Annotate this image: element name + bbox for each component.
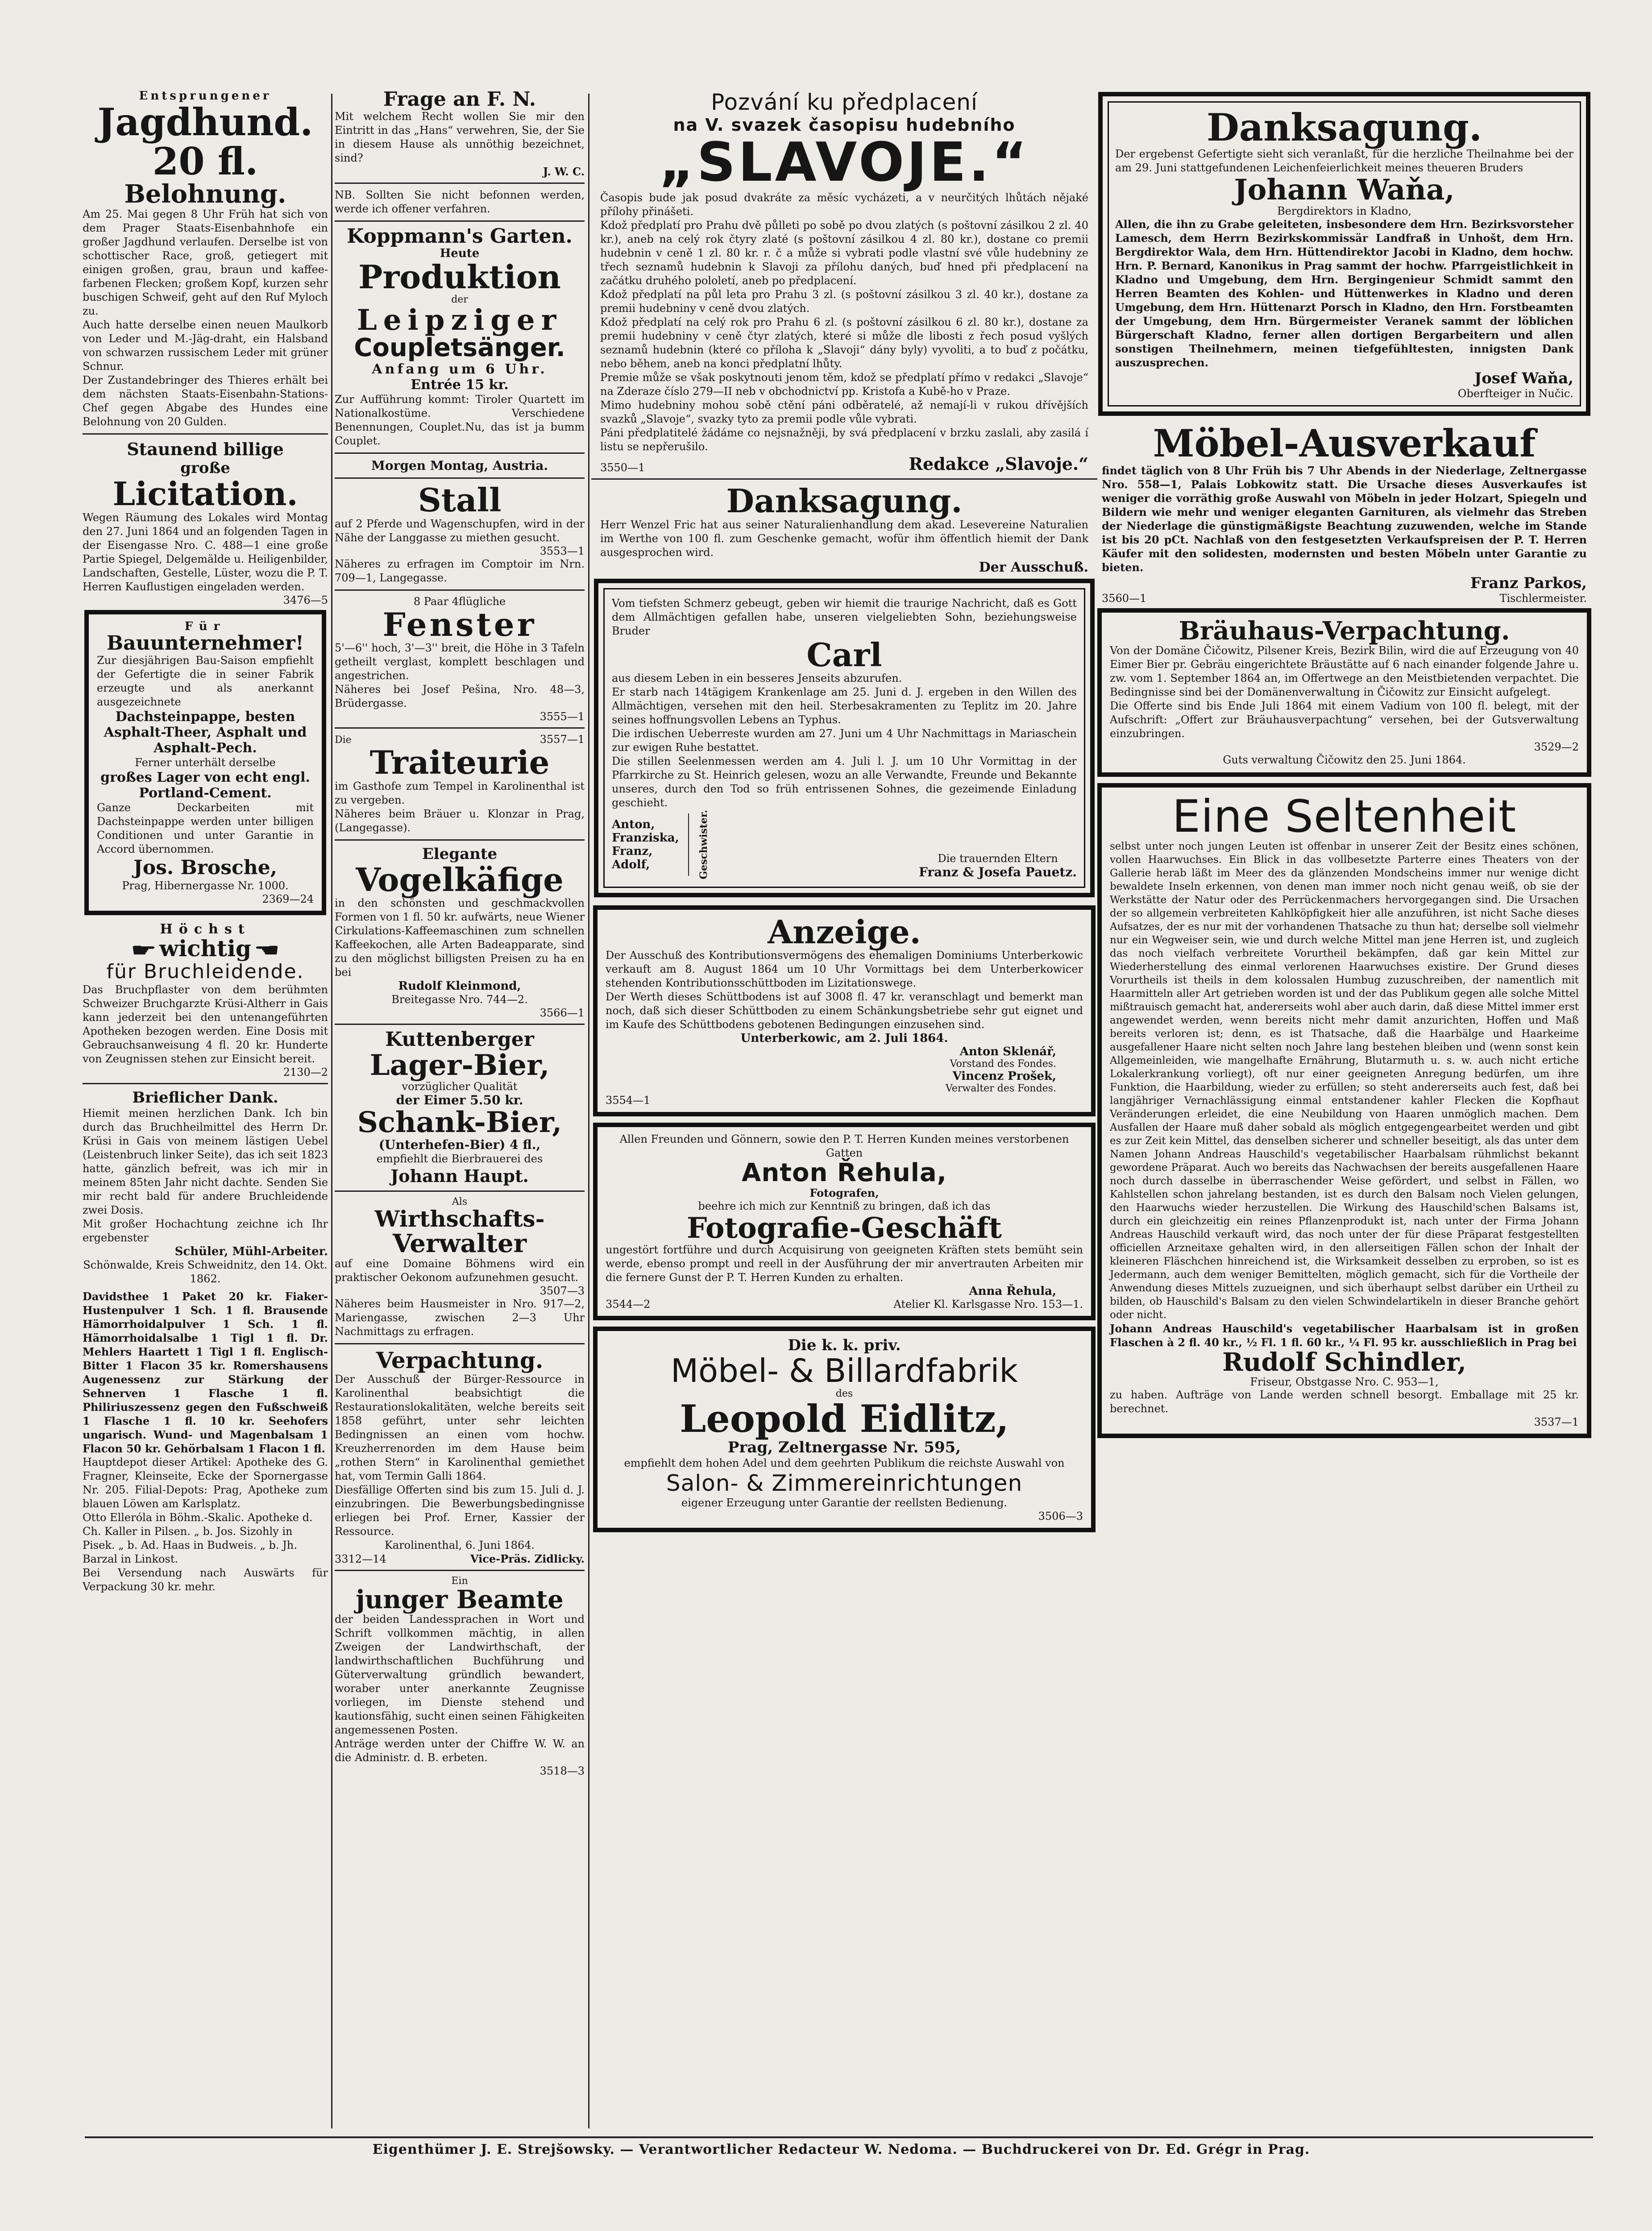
ad-subtitle: für Bruchleidende. [106, 960, 304, 983]
divider [335, 1343, 585, 1344]
ad-amount: 20 fl. [152, 139, 258, 184]
ad-pre: Heute [440, 247, 480, 261]
ad-sign: Vincenz Prošek, [952, 1070, 1056, 1083]
ad-product: Salon- & Zimmereinrichtungen [666, 1470, 1023, 1497]
ad-text: der Eimer 5.50 kr. [396, 1092, 523, 1107]
column-center [591, 89, 1097, 2133]
ad-text: Der Werth dieses Schüttbodens ist auf 3008 fl. 47 kr. veranschlagt und bemerkt man noch, daß sich dieser Schüttboden zu einem Schänkungsbetriebe sehr gut eignet und im Kaufe des Schüttbodens gebotenen Bedingungen einzusehen sind. [606, 991, 1083, 1031]
ad-pre: Höchst [160, 921, 251, 937]
ad-title: Danksagung. [1206, 105, 1482, 149]
ad-sign: Franz Parkos, [1470, 574, 1587, 592]
ad-text: zu haben. Aufträge von Lande werden schnell besorgt. Emballage mit 25 kr. berechnet. [1110, 1389, 1579, 1415]
divider [335, 1190, 585, 1192]
ad-text: vorzüglicher Qualität [402, 1080, 518, 1093]
ad-pre: Entsprungener [139, 89, 272, 103]
ad-title: Licitation. [112, 475, 298, 513]
ad-number: 3507—3 [540, 1285, 585, 1298]
divider [335, 182, 585, 184]
ad-name: Carl [806, 635, 882, 674]
ad-text: Mit großer Hochachtung zeichne ich Ihr ergebenster [83, 1218, 328, 1244]
ad-title: Vogelkäfige [356, 860, 564, 899]
ad-text: Der Ausschuß des Kontributionsvermögens des ehemaligen Dominiums Unterberkowic verkauft am 8. August 1864 um 10 Uhr Vormittags bei dem Unterberkowicer stehenden Kontributionsschüttboden im Lizitationswege. [606, 949, 1083, 990]
pointing-hand-icon: ☛ [131, 939, 157, 961]
ad-date: Unterberkowic, am 2. Juli 1864. [740, 1032, 948, 1045]
ad-number: 3476—5 [283, 593, 328, 606]
ad-date: Guts verwaltung Čičowitz den 25. Juni 1864. [1223, 754, 1466, 767]
ad-title: Schank-Bier, [357, 1105, 562, 1139]
ad-rehula [593, 1123, 1096, 1320]
ad-text: Die Offerte sind bis Ende Juli 1864 mit einem Vadium von 100 fl. belegt, mit der Aufschrift: „Offert zur Bräuhausverpachtung“ versehen, bei der Gutsverwaltung einzubringen. [1110, 700, 1579, 740]
divider [335, 452, 585, 454]
ad-jagdhund [83, 89, 328, 429]
ad-name: Johann Haupt. [390, 1165, 529, 1186]
sibling-name: Franziska, [612, 831, 679, 845]
ad-text: Anträge werden unter der Chiffre W. W. an die Administr. d. B. erbeten. [335, 1738, 585, 1764]
ad-title: Bauunternehmer! [106, 631, 304, 655]
ad-danksagung-fric [591, 484, 1097, 575]
ad-text: Herr Wenzel Fric hat aus seiner Naturalienhandlung dem akad. Lesevereine Naturalien im Werthe von 100 fl. zum Geschenke gemacht, wofür ihm öffentlich hiemit der Dank ausgesprochen wird. [600, 518, 1088, 559]
ad-text: Kdož předplatí na celý rok pro Prahu 6 zl. (s poštovní zásilkou 6 zl. 80 kr.), dostane za premii hudebniny v ceně čtyr zlatých, které si může dle libosti z řech posud vyšlých seznamů hudebnin (které co příloha k „Slavoji“ dány byly) vyvoliti, a to buď z počátku, nebo během, aneb na konci předplatní lhůty. [600, 316, 1088, 370]
ad-number: 3550—1 [600, 461, 645, 474]
ad-text: NB. Sollten Sie nicht befonnen werden, werde ich offener verfahren. [335, 189, 585, 216]
ad-title: Pozvání ku předplacení [711, 89, 978, 115]
ad-title: Fenster [382, 605, 537, 643]
column-2 [335, 89, 585, 2133]
ad-traiteurie [335, 733, 585, 835]
ad-pre: Die [335, 734, 352, 746]
ad-dank-brief [83, 1089, 328, 1286]
ad-bauunternehmer [84, 610, 326, 915]
ad-vogelkaefige [335, 845, 585, 1020]
ad-sign: Josef Waňa, [1474, 369, 1573, 388]
ad-role: Tischlermeister. [1499, 592, 1587, 605]
ad-text: Auch hatte derselbe einen neuen Maulkorb von Leder und M.-Jäg-draht, ein Halsband von schwarzen russischem Leder mit grüner Schnur. [83, 319, 328, 373]
ad-address: Prag, Hibernergasse Nr. 1000. [122, 879, 289, 892]
ad-title: Verpachtung. [376, 1347, 544, 1374]
ad-number: 3506—3 [1038, 1510, 1083, 1523]
ad-text: Näheres beim Hausmeister in Nro. 917—2, Mariengasse, zwischen 2—3 Uhr Nachmittags zu erfragen. [335, 1298, 585, 1338]
ad-text: beehre ich mich zur Kenntniß zu bringen, daß ich das [698, 1200, 991, 1213]
ad-sign: Anton Sklenář, [959, 1045, 1056, 1059]
ad-address: Friseur, Obstgasse Nro. C. 953—1, [1250, 1376, 1439, 1389]
ad-text: Näheres beim Bräuer u. Klonzar in Prag, (Langegasse). [335, 807, 585, 834]
ad-title: Fotografie-Geschäft [686, 1211, 1002, 1245]
ad-pre: Kuttenberger [385, 1028, 534, 1051]
ad-text: Davidsthee 1 Paket 20 kr. Fiaker-Hustenpulver 1 Sch. 1 fl. Brausende Hämorrhoidalpulver 1 Sch. 1 fl. Hämorrhoidalsalbe 1 Tigl 1 fl. Dr. Mehlers Haartett 1 Tigl 1 fl. Englisch-Bitter 1 Flacon 35 kr. Romershausens Augenessenz zur Stärkung der Sehnerven 1 Flasche 1 fl. Philiriuszessenz gegen den Fußschweiß 1 Flasche 1 fl. 10 kr. Seehofers ungarisch. Wund- und Magenbalsam 1 Flacon 50 kr. Gehörbalsam 1 Flacon 1 fl. [83, 1290, 328, 1456]
ad-number: 3518—3 [540, 1765, 585, 1778]
ad-title: „SLAVOJE.“ [659, 132, 1030, 194]
ad-text: Zur Aufführung kommt: Tiroler Quartett im Nationalkostüme. Verschiedene Benennungen, Couplet.Nu, das ist ja bumm Couplet. [335, 393, 585, 447]
ad-text: empfiehlt die Bierbrauerei des [376, 1152, 543, 1165]
ad-slavoj [591, 89, 1097, 474]
ad-title: Koppmann's Garten. [347, 225, 573, 248]
ad-place: Schönwalde, Kreis Schweidnitz, den 14. Okt. 1862. [83, 1259, 328, 1286]
ad-text: Wegen Räumung des Lokales wird Montag den 27. Juni 1864 und an folgenden Tagen in der Eisengasse Nro. C. 488—1 eine große Partie Spiegel, Delgemälde u. Heiligenbilder, Landschaften, Gestelle, Lüster, wozu die P. T. Herren Kauflustigen eingeladen werden. [83, 511, 328, 593]
ad-text: empfiehlt dem hohen Adel und dem geehrten Publikum die reichste Auswahl von [624, 1457, 1065, 1470]
ad-text: Der ergebenst Gefertigte sieht sich veranlaßt, für die herzliche Theilnahme bei der am 29. Juni stattgefundenen Leichenfeierlichkeit meines theueren Bruders [1115, 148, 1573, 174]
ad-text: Bei Versendung nach Auswärts für Verpackung 30 kr. mehr. [83, 1567, 328, 1593]
sibling-name: Franz, [612, 845, 653, 858]
ad-title: Lager-Bier, [369, 1048, 550, 1082]
ad-name: Rudolf Schindler, [1222, 1348, 1466, 1377]
ad-bruchleidende [83, 921, 328, 1079]
divider [83, 1083, 328, 1084]
ad-text: findet täglich von 8 Uhr Früh bis 7 Uhr Abends in der Niederlage, Zeltnergasse Nro. 558—1, Palais Lobkowitz statt. Die Ursache dieses Ausverkaufes ist weniger die vorräthig große Auswahl von Möbeln in jeder Holzart, Spiegeln und Bildern wie mehr und weniger eleganten Garnituren, als vielmehr das Streben der Niederlage die günstigmäßigste Beachtung zuzuwenden, welche im Stande ist bis 20 pCt. Nachlaß von den festgesetzten Verkaufspreisen der P. T. Herren Käufer mit den solidesten, modernsten und besten Möbeln unter Garantie zu bieten. [1102, 464, 1587, 574]
pointing-hand-icon: ☚ [254, 939, 280, 961]
ad-pre: 8 Paar 4flügliche [413, 595, 506, 608]
ad-text: Otto Elleróla in Böhm.-Skalic. Apotheke d. Ch. Kaller in Pilsen. „ b. Jos. Sizohly in Pisek. „ b. Ad. Haas in Budweis. „ b. Jh. Barzal in Linkost. [83, 1511, 313, 1566]
ad-pre: Staunend billige [127, 439, 284, 460]
ad-title: wichtig [159, 935, 251, 962]
siblings-label: Geschwister. [697, 810, 710, 879]
ad-number: 2369—24 [262, 892, 314, 905]
ad-frage [335, 89, 585, 216]
ad-text: auf eine Domaine Böhmens wird ein praktischer Oekonom aufzunehmen gesucht. [335, 1257, 585, 1284]
ad-text: Morgen Montag, Austria. [371, 458, 548, 473]
ad-text: 5'—6'' hoch, 3'—3'' breit, die Höhe in 3 Tafeln getheilt verglast, komplett beschlagen und angestrichen. [335, 642, 585, 682]
ad-text: Kdož předplatí na půl leta pro Prahu 3 zl. (s poštovní zásilkou 3 zl. 40 kr.), dostane za premii hudebniny v ceně dvou zlatých. [600, 288, 1088, 315]
ad-title: Jagdhund. [97, 100, 313, 144]
ad-title: Frage an F. N. [383, 89, 536, 111]
ad-title: Brieflicher Dank. [132, 1089, 278, 1107]
ad-pre: große [180, 459, 230, 477]
column-rule [588, 94, 589, 2128]
column-rule [331, 94, 332, 2128]
ad-number: 3555—1 [540, 710, 585, 723]
ad-title: Verwalter [392, 1229, 527, 1259]
ad-fenster [335, 595, 585, 723]
ad-text: Am 25. Mai gegen 8 Uhr Früh hat sich von dem Prager Staats-Eisenbahnhofe ein großer Jagdhund verlaufen. Derselbe ist von schottischer Race, groß, getiegert mit einigen großen, grau, braun und kaffee-farbenen Flecken; großem Kopf, kurzen sehr buschigen Schweif, geht auf den Ruf Myloch zu. [83, 208, 328, 318]
ad-text: Allen Freunden und Gönnern, sowie den P. T. Herren Kunden meines verstorbenen Gatten [619, 1133, 1069, 1160]
ad-text: im Gasthofe zum Tempel in Karolinenthal ist zu vergeben. [335, 780, 585, 806]
ad-role: Bergdirektors in Kladno, [1277, 205, 1412, 218]
ad-pre: Elegante [422, 845, 498, 863]
ad-text: Zur diesjährigen Bau-Saison empfiehlt der Gefertigte die in seiner Fabrik erzeugte und als anerkannt ausgezeichnete [97, 654, 314, 708]
ad-title: Traiteurie [369, 743, 550, 782]
ad-text: Allen, die ihn zu Grabe geleiteten, insbesondere dem Hrn. Bezirksvorsteher Lamesch, dem Herrn Bezirkskommissär Landfraß in Unhošt, dem Hrn. Bergdirektor Wala, dem Hrn. Hüttendirektor Jacobi in Kladno, dem hochw. Hrn. P. Bernard, Kanonikus in Prag sammt der hochw. Pfarrgeistlichkeit in Kladno und Umgebung, dem Hrn. Bergingenieur Schmidt sammt den Herren Beamten des Kohlen- und Hüttenwerkes in Kladno und deren Umgebung, dem Hrn. Hüttenarzt Porsch in Kladno, den Hrn. Forstbeamten der Umgebung, dem Hrn. Bürgermeister Veranek sammt der löblichen Bürgerschaft Kladno, ferner allen dortigen Bergarbeitern und allen sonstigen Theilnehmern, meinen tiefgefühltesten, innigsten Dank auszusprechen. [1115, 218, 1573, 369]
ad-name: Johann Waňa, [1234, 173, 1455, 207]
ad-number: 3566—1 [540, 1007, 585, 1020]
ad-text: Er starb nach 14tägigem Krankenlage am 25. Juni d. J. ergeben in den Willen des Allmächtigen, versehen mit den heil. Sterbesakramenten zu Teplitz im 20. Jahre seines hoffnungsvollen Lebens an Typhus. [612, 686, 1077, 726]
ad-address: Breitegasse Nro. 744—2. [391, 993, 528, 1006]
ad-text: Der Ausschuß der Bürger-Ressource in Karolinenthal beabsichtigt die Restaurationslokalitäten, welche bereits seit 1858 geführt, unter sehr leichten Bedingnissen an einen vom hochw. Kreuzherrenorden im dem Hause beim „rothen Stern“ in Karolinenthal gemiethet hat, vom Termin Galli 1864. [335, 1373, 585, 1482]
column-5 [1096, 89, 1593, 2133]
ad-number: 3560—1 [1102, 592, 1147, 605]
ad-text: Ferner unterhält derselbe [135, 756, 276, 769]
ad-title: Möbel-Ausverkauf [1153, 421, 1536, 466]
sibling-name: Adolf, [612, 858, 650, 871]
divider [335, 727, 585, 729]
ad-product: Dachsteinpappe, besten Asphalt-Theer, Asphalt und Asphalt-Pech. [104, 709, 307, 756]
ad-title: Möbel- & Billardfabrik [670, 1352, 1018, 1390]
ad-text: Mimo hudebniny mohou sobě ctění páni odběratelé, až nemají-li v rukou dřívějších svazků „Slavoje“, svazky tyto za premii podle vůle vybrati. [600, 399, 1088, 425]
ad-pre: Für [184, 619, 226, 633]
ad-number: 3529—2 [1534, 741, 1579, 754]
ad-text: aus diesem Leben in ein besseres Jenseits abzurufen. [612, 672, 902, 685]
divider [335, 220, 585, 222]
ad-number: 3544—2 [606, 1298, 651, 1311]
ad-text: der beiden Landessprachen in Wort und Schrift vollkommen mächtig, in allen Zweigen der Landwirthschaft, der landwirthschaftlichen Buchführung und Güterverwaltung gründlich bewandert, woraber unter anerkannte Zeugnisse vorliegen, im Dienste stehend und kautionsfähig, sucht einen seinen Fähigkeiten angemessenen Posten. [335, 1613, 585, 1737]
ad-address: Atelier Kl. Karlsgasse Nro. 153—1. [893, 1298, 1083, 1311]
imprint-footer: Eigenthümer J. E. Strejšowsky. — Verantwortlicher Redacteur W. Nedoma. — Buchdruckerei von Dr. Ed. Grégr in Prag. [372, 2142, 1310, 2157]
ad-braeuhaus [1097, 608, 1591, 777]
ad-date: Karolinenthal, 6. Juni 1864. [384, 1538, 535, 1551]
ad-number: 2130—2 [283, 1066, 328, 1079]
divider [335, 1024, 585, 1025]
ad-wirthschafts [335, 1196, 585, 1339]
ad-number: 3537—1 [1534, 1416, 1579, 1429]
ad-role: Verwalter des Fondes. [945, 1083, 1056, 1095]
ad-role: Vorstand des Fondes. [950, 1058, 1056, 1070]
ad-text: Mit welchem Recht wollen Sie mir den Eintritt in das „Hans“ verwehren, Sie, der Sie in diesem Hause als unnöthig bezeichnet, sind? [335, 110, 585, 165]
ad-text: Vom tiefsten Schmerz gebeugt, geben wir hiemit die traurige Nachricht, daß es Gott dem Allmächtigen gefallen habe, unseren vielgeliebten Sohn, beziehungsweise Bruder [612, 597, 1077, 637]
divider [335, 589, 585, 591]
ad-title: junger Beamte [356, 1584, 564, 1614]
ad-seltenheit [1097, 783, 1591, 1438]
ad-pre: der [451, 294, 468, 305]
ad-number: 3312—14 [335, 1552, 386, 1565]
ad-product: großes Lager von echt engl. Portland-Cement. [100, 769, 310, 801]
ad-eidlitz [593, 1327, 1096, 1532]
ad-text: in den schönsten und geschmackvollen Formen von 1 fl. 50 kr. aufwärts, neue Wiener Cirkulations-Kaffeemaschinen zum schnellen Kaffeekochen, alle Arten Badeapparate, sind zu den möglichst billigsten Preisen zu ha en bei [335, 897, 585, 979]
ad-danksagung-wana [1098, 92, 1590, 416]
ad-kuttenberger [335, 1029, 585, 1186]
ad-text: Johann Andreas Hauschild's vegetabilischer Haarbalsam ist in großen Flaschen à 2 fl. 40 kr., ½ Fl. 1 fl. 60 kr., ¼ Fl. 95 kr. ausschließlich in Prag bei [1110, 1322, 1579, 1349]
ad-title: Produktion [358, 258, 561, 296]
ad-sign: Schüler, Mühl-Arbeiter. [174, 1245, 328, 1259]
ad-text: Das Bruchpflaster von dem berühmten Schweizer Bruchgarzte Krüsi-Altherr in Gais kann jederzeit bei den untenangeführten Apotheken bezogen werden. Eine Dosis mit Gebrauchsanweisung 4 fl. 20 kr. Hunderte von Zeugnissen stehen zur Einsicht bereit. [83, 983, 328, 1066]
ad-obituary-carl [594, 579, 1095, 897]
ad-sign: Anna Řehula, [969, 1285, 1056, 1298]
ad-stall [335, 483, 585, 585]
ad-text: Premie může se však poskytnouti jenom těm, kdož se předplatí přímo v redakci „Slavoje“ na Zderaze číslo 279—II neb v obchodnictví pp. Kristofa a Kubě-ho v Praze. [600, 371, 1088, 398]
ad-sign: Der Ausschuß. [979, 559, 1088, 575]
ad-text: selbst unter noch jungen Leuten ist offenbar in unserer Zeit der Besitz eines schönen, vollen Haarwuchses. Ein Blick in das vollbesetzte Parterre eines Theaters von der Gallerie herab läßt im Meer des da glänzenden Mondscheins immer nur wenige dicht bewaldete Inseln erkennen, von denen man immer noch nicht genau weiß, ob sie der Werkstätte der Natur oder des Perrückenmachers hervorgegangen sind. Die Ursachen der so allgemein verbreiteten Kahlköpfigkeit hier alle anzuführen, ist nicht Sache dieses Aufsatzes, der es nur mit der vorhandenen Thatsache zu thun hat; derselbe soll vielmehr nur ein Wegweiser sein, wie und durch welche Mittel man jene Herren ist, und zugleich das noch vielfach verbreitete Vorurtheil bekämpfen, daß gar kein Mittel zur Wiederherstellung des einmal verlorenen Haarwuchses existire. Der Grund dieses Vorurtheils ist theils in dem kolossalen Humbug zuzuschreiben, der namentlich mit Haarmitteln aller Art getrieben worden ist und der das Publikum gegen alle solche Mittel mißtrauisch gemacht hat, andererseits wohl aber auch darin, daß diese Mittel immer erst angewendet werden, wenn bereits nicht mehr damit anzurichten, Hoffen und Maß bereits verloren ist; denn, es ist Thatsache, daß die Haarbälge und Haarkeime ausgefallener Haare nicht selten noch Jahre lang bestehen bleiben und (wenn sonst kein Allgemeinleiden, wie mangelhafte Ernährung, Blutarmuth u. s. w. auch nicht ertiche Lokalerkrankung vorliegt), oft nur einer geeigneten Anregung bedürfen, um ihre Funktion, die Haarbildung, wieder zu erfüllen; so steht andererseits auch fest, daß bei langjähriger Vernachlässigung einmal entstandener kahler Flecken die Kopfhaut Veränderungen erleidet, die eine Neubildung von Haaren unmöglich machen. Dem Ausfallen der Haare muß daher sobald als möglich entgegengearbeitet werden und gibt es zur Zeit kein Mittel, das denselben sicherer und schneller beseitigt, als das unter dem Namen Johann Andreas Hauschild's vegetabilischer Haarbalsam rühmlichst bekannt gewordene Präparat. Auch wo bereits das Nachwachsen der bereits ausgefallenen Haare noch durch dasselbe in überraschender Weise gefördert, und selbst in Fällen, wo Kahlstellen schon jahrelang bestanden, ist es durch den Balsam noch Vielen gelungen, den Haarwuchs wieder herzustellen. Die Wirkung des Hauschild'schen Balsams ist, durch ein gleichzeitig ein reines Pflanzenprodukt ist, nach unter der Firma Johann Andreas Hauschild verkauft wird, das noch unter der für diese Präparat festgestellten officiellen Arzneitaxe gehalten wird, in den allerseitigen Fällen schon der Inhalt der kleineren Fläschchen hinreichend ist, die Wirksamkeit desselben zu erproben, so ist es Jedermann, auch dem weniger Bemittelten, möglich gemacht, sich für die Vortheile der Anwendung dieses Mittels zuzueignen, und sich überhaupt selbst darüber ein Urtheil zu bilden, ob Hauschild's Balsam zu den vielen Schwindelartikeln in dieser Branche gehört oder nicht. [1110, 841, 1579, 1321]
ad-sign: J. W. C. [543, 165, 585, 178]
ad-text: Näheres zu erfragen im Comptoir im Nrn. 709—1, Langegasse. [335, 557, 585, 584]
ad-name: Anton Řehula, [742, 1158, 947, 1188]
ad-text: Časopis bude jak posud dvakráte za měsíc vycházeti, a v neurčitých lhůtách nějaké přílohy přinášeti. [600, 191, 1088, 218]
ad-text: Entrée 15 kr. [411, 377, 509, 393]
ad-sign: Vice-Präs. Zidlicky. [470, 1552, 585, 1565]
ad-pre: Als [452, 1196, 468, 1207]
ad-text: Der Zustandebringer des Thieres erhält bei dem nächsten Staats-Eisenbahn-Stations-Chef gegen Abgabe des Hundes eine Belohnung von 20 Gulden. [83, 374, 328, 428]
footer-rule [85, 2136, 1593, 2138]
ad-title: Leipziger [357, 303, 563, 337]
ad-text: Die stillen Seelenmessen werden am 4. Juli l. J. um 10 Uhr Vormittag in der Pfarrkirche zu St. Heinrich gelesen, wozu an alle Verwandte, Freunde und Bekannte unseres, durch den Tod so früh entrissenen Sohnes, die gezeimende Einladung geschieht. [612, 755, 1077, 809]
ad-sign: Redakce „Slavoje.“ [909, 454, 1088, 474]
ad-text: Die irdischen Ueberreste wurden am 27. Juni um 4 Uhr Nachmittags in Mariaschein zur ewigen Ruhe bestattet. [612, 727, 1077, 754]
divider [335, 1570, 585, 1571]
ad-number: 3557—1 [540, 733, 585, 746]
ad-title: Danksagung. [726, 482, 963, 520]
ad-apotheke [83, 1290, 328, 1594]
ad-text: Páni předplatitelé žádáme co nejsnažněji, by svá předplacení v brzku zaslali, aby zasilá í listu se nepřerušilo. [600, 427, 1088, 453]
ad-subtitle: na V. svazek časopisu hudebního [673, 115, 1016, 135]
ad-text: ungestört fortführe und durch Acquisirung von geeigneten Kräften stets bemüht sein werde, ebenso prompt und reell in der Ausführung der mir anvertrauten Arbeiten mir die fernere Gunst der P. T. Herren Kunden zu erhalten. [606, 1244, 1083, 1284]
ad-pre: des [835, 1388, 853, 1399]
ad-text: Näheres bei Josef Pešina, Nro. 48—3, Brüdergasse. [335, 683, 585, 710]
ad-verpachtung [335, 1349, 585, 1565]
ad-text: Hiemit meinen herzlichen Dank. Ich bin durch das Bruchheilmittel des Herrn Dr. Krüsi in Gais von meinem lästigen Uebel (Leistenbruch linker Seite), das ich seit 1823 hatte, gänzlich befreit, was ich mir in meinem 85ten Jahr nicht dachte. Senden Sie mir recht bald für andere Bruchleidende zwei Dosis. [83, 1107, 328, 1217]
ad-title: Anzeige. [768, 912, 921, 951]
ad-title: Bräuhaus-Verpachtung. [1179, 616, 1510, 646]
divider [335, 477, 585, 479]
ad-text: Die trauernden Eltern [938, 852, 1058, 865]
ad-address: Prag, Zeltnergasse Nr. 595, [727, 1439, 961, 1457]
ad-text: Hauptdepot dieser Artikel: Apotheke des G. Fragner, Kleinseite, Ecke der Spornergasse Nr. 205. Filial-Depots: Prag, Apotheke zum blauen Löwen am Karlsplatz. [83, 1456, 328, 1510]
divider [83, 433, 328, 435]
ad-subtitle: Belohnung. [124, 179, 286, 209]
ad-role: Oberfteiger in Nučic. [1457, 387, 1573, 400]
ad-name: Leopold Eidlitz, [680, 1397, 1009, 1441]
ad-role: Fotografen, [809, 1186, 879, 1200]
ad-text: Ganze Deckarbeiten mit Dachsteinpappe werden unter billigen Conditionen und unter Garantie in Accord übernommen. [97, 801, 314, 855]
ad-licitation [83, 439, 328, 606]
ad-anzeige [593, 905, 1096, 1117]
ad-text: Diesfällige Offerten sind bis zum 15. Juli d. J. einzubringen. Die Bewerbungsbedingnisse erliegen bei Prof. Erner, Kassier der Ressource. [335, 1483, 585, 1538]
sibling-name: Anton, [612, 818, 655, 831]
divider [335, 839, 585, 841]
ad-text: Anfang um 6 Uhr. [372, 361, 548, 377]
ad-text: auf 2 Pferde und Wagenschupfen, wird in der Nähe der Langgasse zu miethen gesucht. [335, 517, 585, 544]
ad-number: 3553—1 [540, 544, 585, 557]
column-1 [83, 89, 328, 2133]
ad-title: Coupletsänger. [354, 333, 565, 363]
ad-junger-beamte [335, 1576, 585, 1778]
ad-pre: Ein [451, 1575, 468, 1587]
ad-pre: Die k. k. priv. [788, 1336, 901, 1355]
ad-title: Stall [418, 481, 502, 519]
ad-sign: Franz & Josefa Pauetz. [919, 864, 1077, 879]
ad-title: Wirthschafts- [374, 1205, 545, 1232]
ad-name: Rudolf Kleinmond, [398, 979, 521, 993]
ad-name: Jos. Brosche, [133, 856, 278, 879]
ad-text: (Unterhefen-Bier) 4 fl., [378, 1137, 541, 1152]
ad-text: Von der Domäne Čičowitz, Pilsener Kreis, Bezirk Bilin, wird die auf Erzeugung von 40 Eimer Bier pr. Gebräu eingerichtete Bräustätte auf 6 nach einander folgende Jahre u. zw. vom 1. September 1864 an, im Offertwege an den Meistbietenden verpachtet. Die Bedingnisse sind bei der Domänenverwaltung in Čičowitz zur Einsicht aufgelegt. [1110, 644, 1579, 699]
ad-text: Kdož předplatí pro Prahu dvě půlleti po sobě po dvou zlatých (s poštovní zásilkou 2 zl. 40 kr.), aneb na celý rok čtyry zlaté (s poštovní zásilkou 4 zl. 80 kr.), dostane co premii hudebnin v ceně 1 zl. 80 kr. r. č a může si vybrati podle vlastní své vůle hudebniny ze třech seznamů hudebnin k Slavoji za přílohu daných, buď hned při předplacení na začátku druhého pololetí, aneb po předplacení. [600, 219, 1088, 287]
ad-text: eigener Erzeugung unter Garantie der reellsten Bedienung. [681, 1497, 1008, 1509]
ad-number: 3554—1 [606, 1094, 651, 1107]
divider [591, 478, 1097, 480]
ad-koppmann [335, 226, 585, 473]
ad-title: Eine Seltenheit [1172, 790, 1517, 843]
ad-moebel-ausverkauf [1096, 421, 1593, 605]
